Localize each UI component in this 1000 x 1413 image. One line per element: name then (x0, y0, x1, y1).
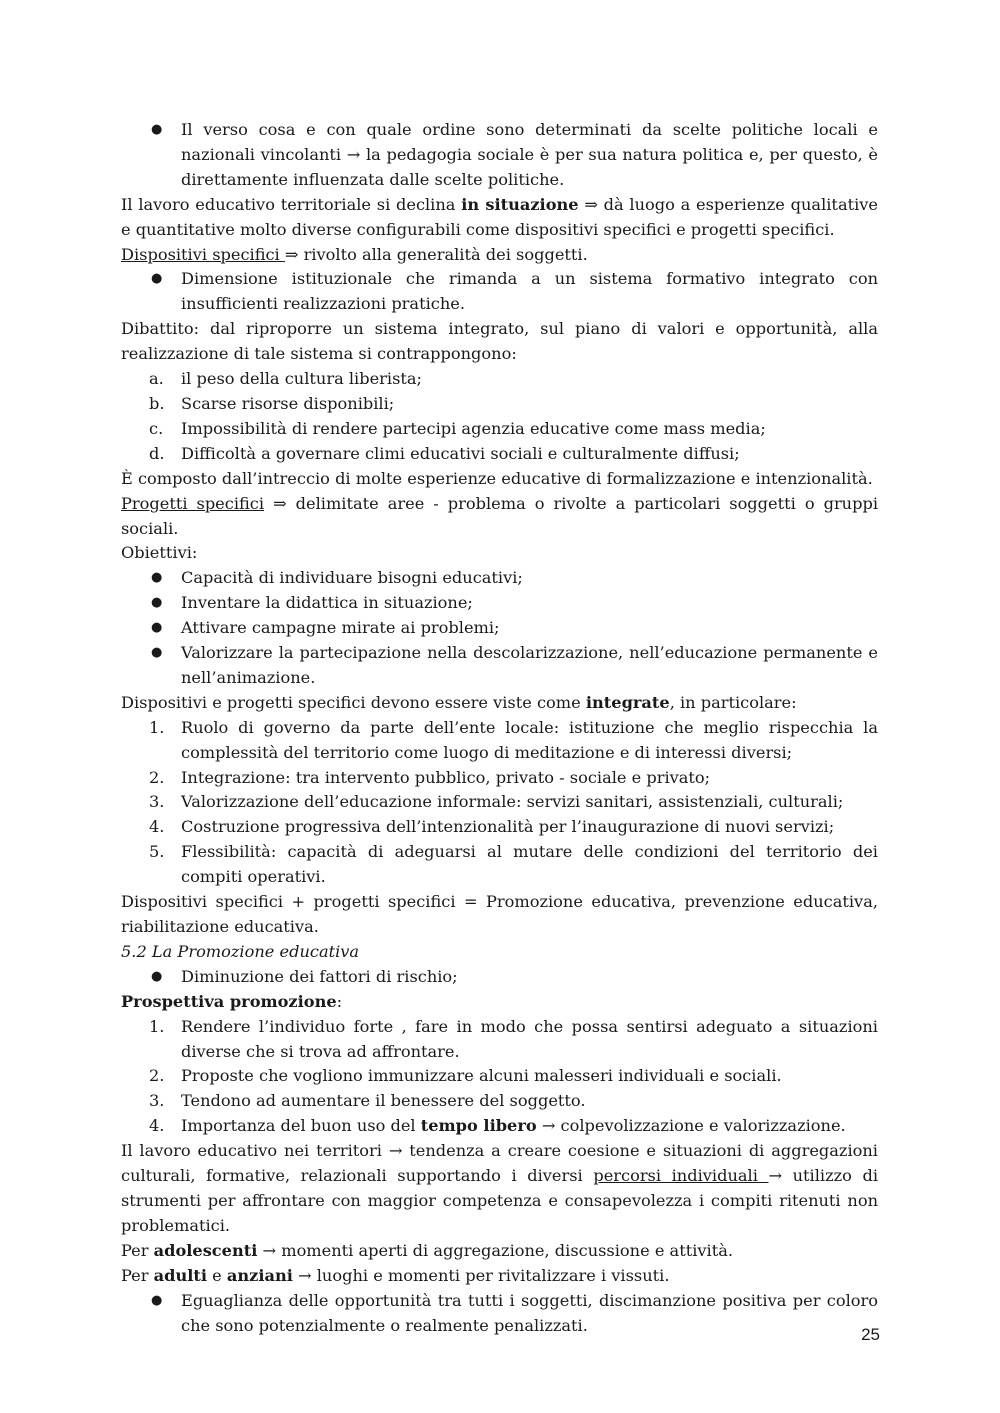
list-text: Ruolo di governo da parte dell’ente locale: istituzione che meglio rispecchia la complessità del territorio come luogo di meditazione e di interessi diversi; (181, 717, 878, 762)
text: → utilizzo di strumenti per affrontare con maggior competenza e consapevolezza i compiti ritenuti non problematici. (121, 1166, 878, 1235)
list-marker: 4. (149, 1116, 165, 1136)
list-marker: 2. (149, 767, 165, 787)
text: → luoghi e momenti per rivitalizzare i vissuti. (292, 1265, 670, 1285)
list-item (121, 1114, 878, 1139)
bold-term: integrate (585, 692, 670, 712)
bullet-icon: ● (151, 122, 163, 137)
bullet-icon: ● (151, 595, 163, 611)
list-marker: a. (149, 369, 164, 389)
list-marker: 3. (149, 792, 165, 812)
list-item (121, 442, 878, 467)
text: Importanza del buon uso del (181, 1116, 421, 1136)
document-page (121, 118, 878, 1338)
list-marker: 1. (149, 1016, 165, 1036)
list-text: Impossibilità di rendere partecipi agenzia educative come mass media; (181, 418, 766, 438)
text: e (207, 1265, 227, 1285)
paragraph (121, 243, 878, 268)
list-text: Flessibilità: capacità di adeguarsi al mutare delle condizioni del territorio dei compiti operativi. (181, 842, 878, 887)
bullet-item (121, 118, 878, 193)
list-text: Proposte che vogliono immunizzare alcuni malesseri individuali e sociali. (181, 1066, 782, 1086)
list-text: Scarse risorse disponibili; (181, 393, 395, 413)
paragraph (121, 990, 878, 1015)
list-marker: d. (149, 443, 165, 463)
section-heading (121, 940, 878, 965)
list-item (121, 1015, 878, 1065)
bullet-item (121, 566, 878, 591)
paragraph (121, 492, 878, 542)
bullet-icon: ● (151, 620, 163, 636)
list-item (121, 790, 878, 815)
list-item (121, 417, 878, 442)
bullet-text: Inventare la didattica in situazione; (181, 593, 473, 613)
text: , in particolare: (669, 692, 797, 712)
list-text: Rendere l’individuo forte , fare in modo che possa sentirsi adeguato a situazioni diverse che si trova ad affrontare. (181, 1016, 878, 1061)
bullet-item (121, 641, 878, 691)
bullet-text: Diminuzione dei fattori di rischio; (181, 966, 458, 986)
list-marker: 1. (149, 717, 165, 737)
list-text: Valorizzazione dell’educazione informale: servizi sanitari, assistenziali, culturali; (181, 792, 844, 812)
list-marker: 2. (149, 1066, 165, 1086)
underlined-term: Dispositivi specifici (121, 244, 285, 264)
text: Dispositivi e progetti specifici devono essere viste come (121, 692, 586, 712)
list-text: il peso della cultura liberista; (181, 369, 422, 389)
list-item (121, 840, 878, 890)
bold-term: adolescenti (153, 1240, 258, 1260)
bullet-item (121, 616, 878, 641)
bullet-icon: ● (151, 271, 163, 287)
underlined-term: Progetti specifici (121, 493, 265, 513)
paragraph: È composto dall’intreccio di molte esperienze educative di formalizzazione e intenzionalità. (121, 468, 873, 488)
list-marker: 4. (149, 817, 165, 837)
list-item (121, 1064, 878, 1089)
list-item (121, 392, 878, 417)
paragraph: Obiettivi: (121, 543, 198, 563)
text: → momenti aperti di aggregazione, discussione e attività. (257, 1240, 734, 1260)
paragraph (121, 193, 878, 243)
page-number: 25 (861, 1325, 880, 1344)
bold-term: anziani (226, 1265, 293, 1285)
list-item (121, 766, 878, 791)
bullet-item (121, 965, 878, 990)
bullet-icon: ● (151, 968, 163, 984)
list-text: Costruzione progressiva dell’intenzionalità per l’inaugurazione di nuovi servizi; (181, 817, 835, 837)
list-marker: 5. (149, 842, 165, 862)
text: : (336, 991, 343, 1011)
text: Il lavoro educativo territoriale si declina (121, 194, 462, 214)
bold-term: adulti (153, 1265, 207, 1285)
text: Il lavoro educativo nei territori → tendenza a creare coesione e situazioni di aggregazioni culturali, formative, relazionali supportando i diversi (121, 1141, 878, 1186)
text: Per (121, 1240, 154, 1260)
bold-term: tempo libero (420, 1116, 537, 1136)
paragraph (121, 691, 878, 716)
bullet-icon: ● (151, 570, 163, 586)
list-item (121, 1089, 878, 1114)
paragraph (121, 1239, 878, 1264)
paragraph (121, 1139, 878, 1239)
text: Per (121, 1265, 154, 1285)
list-marker: 3. (149, 1091, 165, 1111)
bullet-item (121, 267, 878, 317)
bold-term: Prospettiva promozione (121, 991, 337, 1011)
bullet-item (121, 591, 878, 616)
list-text: Difficoltà a governare climi educativi sociali e culturalmente diffusi; (181, 443, 740, 463)
list-item (121, 367, 878, 392)
bullet-text: Dimensione istituzionale che rimanda a un sistema formativo integrato con insufficienti realizzazioni pratiche. (181, 269, 878, 314)
list-item (121, 815, 878, 840)
list-marker: c. (149, 418, 164, 438)
bullet-item (121, 1289, 878, 1339)
text: ⇒ dà luogo a esperienze qualitative e quantitative molto diverse configurabili come dispositivi specifici e progetti specifici. (121, 194, 878, 239)
bullet-text: Valorizzare la partecipazione nella descolarizzazione, nell’educazione permanente e nell’animazione. (181, 643, 878, 687)
paragraph: Dibattito: dal riproporre un sistema integrato, sul piano di valori e opportunità, alla realizzazione di tale sistema si contrappongono: (121, 319, 878, 364)
text: → colpevolizzazione e valorizzazione. (536, 1116, 846, 1136)
text: ⇒ rivolto alla generalità dei soggetti. (284, 244, 588, 264)
bullet-text: Il verso cosa e con quale ordine sono determinati da scelte politiche locali e nazionali vincolanti → la pedagogia sociale è per sua natura politica e, per questo, è direttamente influenzata dalle scelte politiche. (181, 120, 878, 189)
bullet-icon: ● (151, 645, 163, 661)
bold-term: in situazione (461, 194, 579, 214)
list-text: Tendono ad aumentare il benessere del soggetto. (181, 1091, 586, 1111)
paragraph: Dispositivi specifici + progetti specifici = Promozione educativa, prevenzione educativa, riabilitazione educativa. (121, 892, 878, 936)
paragraph (121, 1264, 878, 1289)
text: ⇒ delimitate aree - problema o rivolte a particolari soggetti o gruppi sociali. (121, 493, 879, 538)
bullet-text: Attivare campagne mirate ai problemi; (181, 618, 500, 638)
heading-text: 5.2 La Promozione educativa (121, 941, 360, 961)
underlined-term: percorsi individuali (593, 1166, 769, 1186)
list-marker: b. (149, 393, 165, 413)
list-item (121, 716, 878, 766)
bullet-icon: ● (151, 1292, 163, 1308)
bullet-text: Capacità di individuare bisogni educativi; (181, 568, 523, 588)
list-text: Integrazione: tra intervento pubblico, privato - sociale e privato; (181, 767, 711, 787)
bullet-text: Eguaglianza delle opportunità tra tutti i soggetti, discimanzione positiva per coloro che sono potenzialmente o realmente penalizzati. (181, 1290, 878, 1335)
